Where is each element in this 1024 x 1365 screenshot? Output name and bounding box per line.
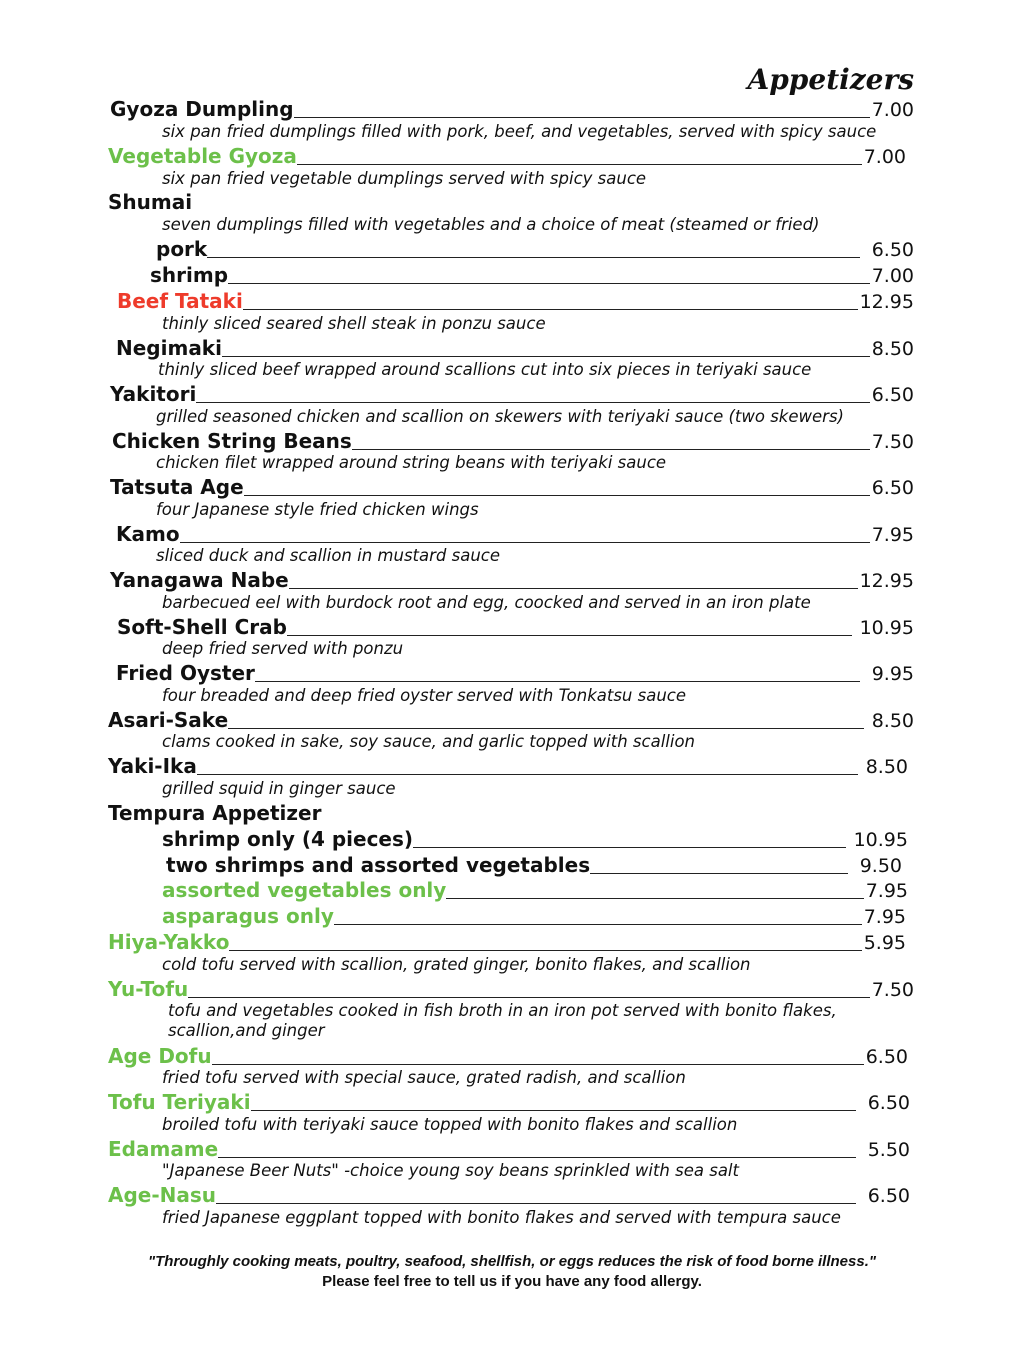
item-description: six pan fried vegetable dumplings served with spicy sauce xyxy=(162,169,647,188)
item-name: Hiya-Yakko xyxy=(108,930,230,954)
option-name: shrimp only (4 pieces) xyxy=(162,827,414,851)
section-title: Appetizers xyxy=(747,63,914,96)
leader-line xyxy=(197,774,858,775)
item-name: Soft-Shell Crab xyxy=(117,615,287,639)
item-description: grilled seasoned chicken and scallion on skewers with teriyaki sauce (two skewers) xyxy=(156,407,844,426)
leader-line xyxy=(287,635,852,636)
menu-item xyxy=(117,614,914,640)
item-price: 8.50 xyxy=(865,756,908,778)
footer-notice xyxy=(0,1252,1024,1292)
menu-item xyxy=(108,1043,908,1069)
leader-line xyxy=(590,873,848,874)
leader-line xyxy=(228,283,870,284)
menu-item xyxy=(110,96,914,122)
option-price: 7.95 xyxy=(863,906,906,928)
menu-item xyxy=(112,428,914,454)
leader-line xyxy=(334,924,862,925)
item-name: Yanagawa Nabe xyxy=(110,568,289,592)
leader-line xyxy=(413,847,846,848)
item-price: 6.50 xyxy=(871,477,914,499)
menu-item xyxy=(116,660,914,686)
menu-item xyxy=(108,1089,910,1115)
leader-line xyxy=(294,117,870,118)
leader-line xyxy=(244,495,870,496)
item-description: deep fried served with ponzu xyxy=(162,639,404,658)
item-price: 9.95 xyxy=(871,663,914,685)
item-description: seven dumplings filled with vegetables and a choice of meat (steamed or fried) xyxy=(162,215,820,234)
item-name: Beef Tataki xyxy=(117,289,243,313)
item-price: 5.95 xyxy=(863,932,906,954)
item-price: 7.00 xyxy=(871,99,914,121)
item-price: 6.50 xyxy=(867,1185,910,1207)
item-name: Fried Oyster xyxy=(116,661,255,685)
leader-line xyxy=(180,542,870,543)
item-name: Gyoza Dumpling xyxy=(110,97,294,121)
allergy-notice: Please feel free to tell us if you have any food allergy. xyxy=(322,1273,702,1290)
menu-item xyxy=(108,976,914,1002)
item-price: 12.95 xyxy=(859,570,914,592)
menu-item xyxy=(110,381,914,407)
option-price: 7.00 xyxy=(871,265,914,287)
item-price: 8.50 xyxy=(871,338,914,360)
item-description: barbecued eel with burdock root and egg, coocked and served in an iron plate xyxy=(162,593,811,612)
item-price: 7.50 xyxy=(871,431,914,453)
food-safety-warning: "Throughly cooking meats, poultry, seafood, shellfish, or eggs reduces the risk of food borne illness." xyxy=(148,1253,876,1270)
leader-line xyxy=(222,356,870,357)
item-price: 8.50 xyxy=(871,710,914,732)
item-description: fried Japanese eggplant topped with bonito flakes and served with tempura sauce xyxy=(162,1208,841,1227)
leader-line xyxy=(289,588,858,589)
item-price: 6.50 xyxy=(871,384,914,406)
menu-item xyxy=(108,707,914,733)
item-description: tofu and vegetables cooked in fish broth in an iron pot served with bonito flakes, scallion,and ginger xyxy=(168,1001,837,1040)
menu-item xyxy=(110,474,914,500)
item-price: 5.50 xyxy=(867,1139,910,1161)
item-price: 12.95 xyxy=(859,291,914,313)
item-description: broiled tofu with teriyaki sauce topped with bonito flakes and scallion xyxy=(162,1115,738,1134)
leader-line xyxy=(243,309,858,310)
item-description: four Japanese style fried chicken wings xyxy=(156,500,479,519)
item-name: Tempura Appetizer xyxy=(108,801,322,825)
menu-option xyxy=(166,852,902,878)
item-name: Vegetable Gyoza xyxy=(108,144,297,168)
item-price: 7.95 xyxy=(871,524,914,546)
option-name: asparagus only xyxy=(162,904,334,928)
item-name: Kamo xyxy=(116,522,180,546)
item-description: sliced duck and scallion in mustard sauce xyxy=(156,546,501,565)
item-price: 7.50 xyxy=(871,979,914,1001)
leader-line xyxy=(251,1110,856,1111)
item-description: cold tofu served with scallion, grated ginger, bonito flakes, and scallion xyxy=(162,955,751,974)
item-description: fried tofu served with special sauce, grated radish, and scallion xyxy=(162,1068,686,1087)
menu-item xyxy=(108,143,906,169)
leader-line xyxy=(255,681,860,682)
menu-item xyxy=(108,929,906,955)
menu-option xyxy=(162,826,908,852)
item-description: grilled squid in ginger sauce xyxy=(162,779,396,798)
option-name: assorted vegetables only xyxy=(162,878,447,902)
item-description: thinly sliced seared shell steak in ponzu sauce xyxy=(162,314,546,333)
menu-option xyxy=(156,236,914,262)
option-price: 7.95 xyxy=(865,880,908,902)
leader-line xyxy=(352,449,870,450)
item-name: Tofu Teriyaki xyxy=(108,1090,251,1114)
menu-option xyxy=(150,262,914,288)
leader-line xyxy=(228,728,864,729)
option-price: 6.50 xyxy=(871,239,914,261)
option-name: shrimp xyxy=(150,263,229,287)
menu-item xyxy=(116,521,914,547)
item-name: Yakitori xyxy=(110,382,197,406)
item-name: Tatsuta Age xyxy=(110,475,244,499)
item-description: chicken filet wrapped around string beans with teriyaki sauce xyxy=(156,453,667,472)
leader-line xyxy=(297,164,862,165)
menu-option xyxy=(162,903,906,929)
menu-item xyxy=(117,288,914,314)
leader-line xyxy=(229,950,861,951)
menu-item xyxy=(116,335,914,361)
item-name: Edamame xyxy=(108,1137,219,1161)
item-description: "Japanese Beer Nuts" -choice young soy beans sprinkled with sea salt xyxy=(162,1161,739,1180)
item-name: Shumai xyxy=(108,190,193,214)
menu-item xyxy=(108,1182,910,1208)
leader-line xyxy=(212,1064,864,1065)
menu-item xyxy=(108,753,908,779)
item-name: Chicken String Beans xyxy=(112,429,352,453)
item-description: thinly sliced beef wrapped around scallions cut into six pieces in teriyaki sauce xyxy=(158,360,812,379)
menu-item xyxy=(110,567,914,593)
option-name: pork xyxy=(156,237,208,261)
menu-item xyxy=(108,1136,910,1162)
leader-line xyxy=(196,402,869,403)
item-name: Negimaki xyxy=(116,336,222,360)
item-price: 7.00 xyxy=(863,146,906,168)
item-description: clams cooked in sake, soy sauce, and garlic topped with scallion xyxy=(162,732,695,751)
item-name: Yaki-Ika xyxy=(108,754,197,778)
item-price: 10.95 xyxy=(859,617,914,639)
item-name: Yu-Tofu xyxy=(108,977,189,1001)
item-name: Age Dofu xyxy=(108,1044,212,1068)
option-name: two shrimps and assorted vegetables xyxy=(166,853,591,877)
menu-option xyxy=(162,877,908,903)
leader-line xyxy=(216,1203,856,1204)
leader-line xyxy=(207,257,859,258)
item-name: Asari-Sake xyxy=(108,708,229,732)
leader-line xyxy=(218,1157,855,1158)
leader-line xyxy=(446,898,863,899)
item-price: 6.50 xyxy=(865,1046,908,1068)
item-description: six pan fried dumplings filled with pork, beef, and vegetables, served with spicy sauce xyxy=(162,122,877,141)
item-price: 6.50 xyxy=(867,1092,910,1114)
option-price: 9.50 xyxy=(859,855,902,877)
item-description: four breaded and deep fried oyster served with Tonkatsu sauce xyxy=(162,686,687,705)
option-price: 10.95 xyxy=(853,829,908,851)
leader-line xyxy=(188,997,869,998)
item-name: Age-Nasu xyxy=(108,1183,217,1207)
